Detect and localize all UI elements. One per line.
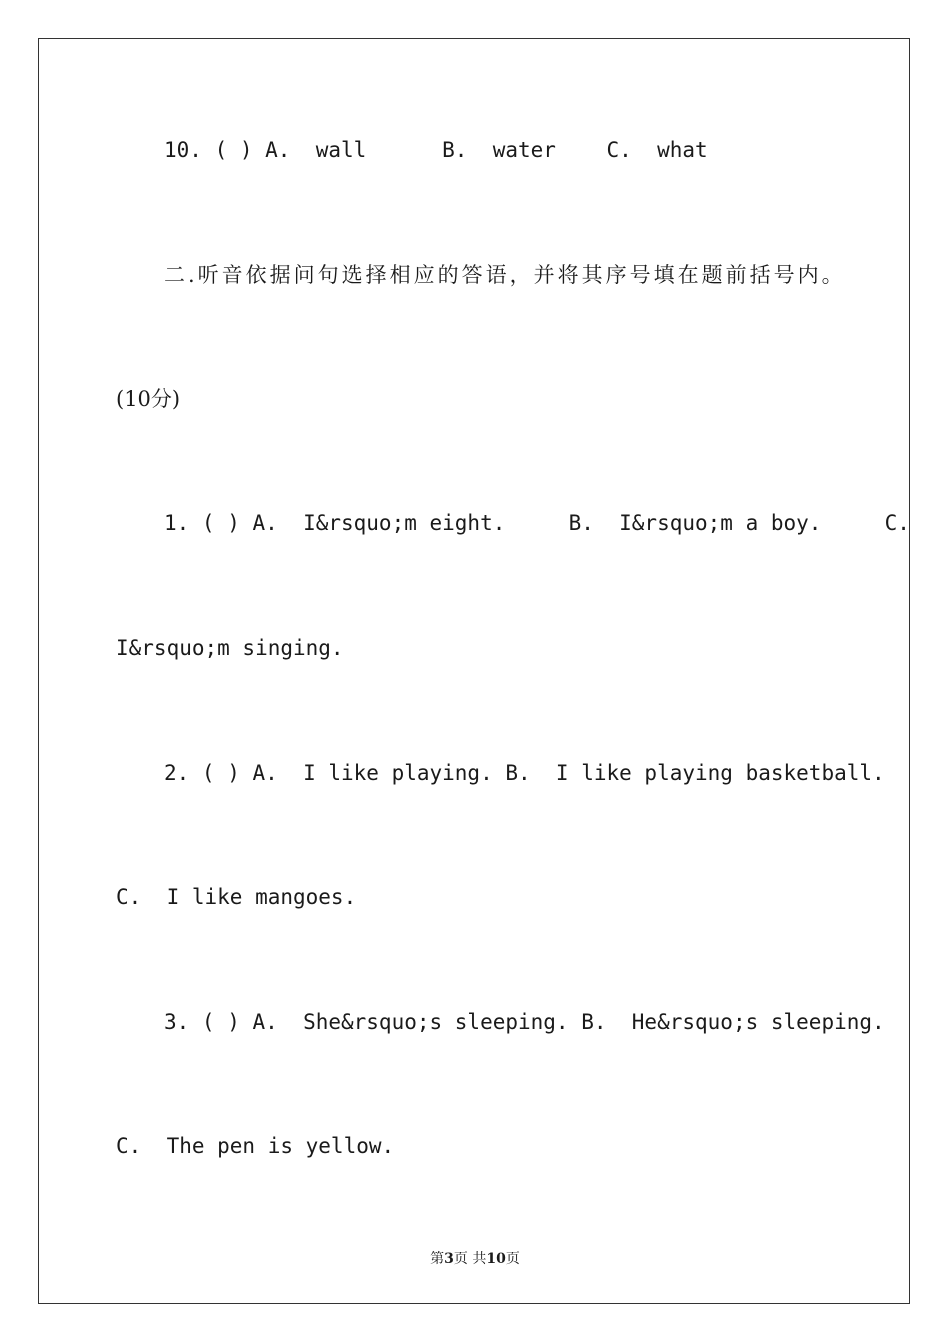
section-title: 二.听音依据问句选择相应的答语，并将其序号填在题前括号内。 [164,263,846,287]
question-3-line-2: C. The pen is yellow. [116,1134,395,1158]
footer-total-pages: 10 [486,1251,506,1267]
question-3-line-1: 3. ( ) A. She&rsquo;s sleeping. B. He&rsquo;s sleeping. [164,1010,885,1034]
question-10: 10. ( ) A. wall B. water C. what [164,138,708,162]
question-2-line-1: 2. ( ) A. I like playing. B. I like playing basketball. [164,761,885,785]
page-footer [0,1248,950,1268]
footer-prefix: 第 [430,1251,445,1267]
question-1-line-1: 1. ( ) A. I&rsquo;m eight. B. I&rsquo;m a boy. C. [164,511,910,535]
footer-current-page: 3 [444,1251,454,1267]
footer-middle: 页 共 [453,1251,487,1267]
page-border [38,38,910,1304]
question-2-line-2: C. I like mangoes. [116,885,357,909]
question-1-line-2: I&rsquo;m singing. [116,636,344,660]
section-points: (10分) [116,387,181,411]
footer-suffix: 页 [505,1251,520,1267]
